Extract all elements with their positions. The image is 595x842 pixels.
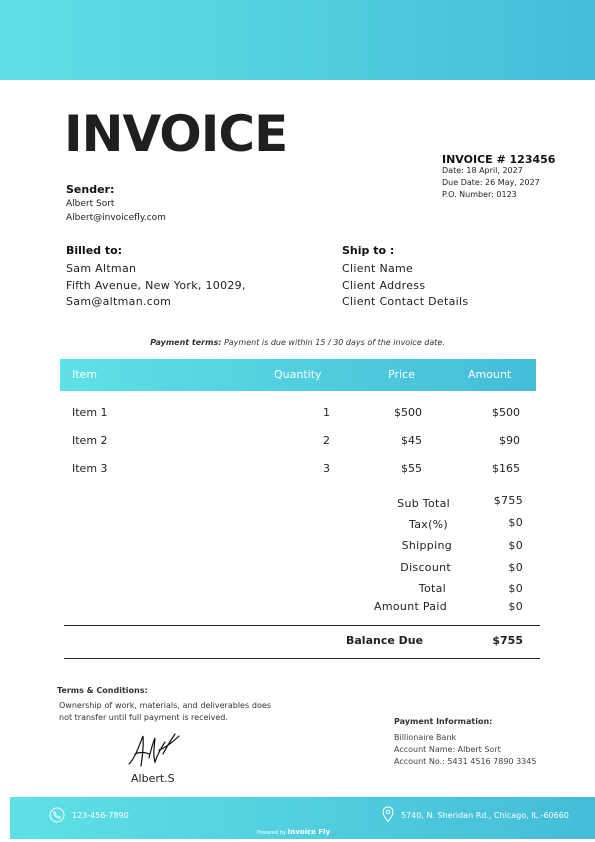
shipping-value: $0 xyxy=(508,539,523,552)
row-price: $500 xyxy=(394,406,422,419)
phone-icon xyxy=(49,807,65,823)
total-value: $0 xyxy=(508,582,523,595)
row-price: $55 xyxy=(401,462,422,475)
row-amount: $165 xyxy=(492,462,520,475)
header-band xyxy=(0,0,595,80)
po-number: P.O. Number: 0123 xyxy=(442,190,517,199)
discount-value: $0 xyxy=(508,561,523,574)
sub-total-label: Sub Total xyxy=(397,497,450,510)
header-quantity: Quantity xyxy=(274,368,322,381)
terms-text: Ownership of work, materials, and deliverables does not transfer until full payment is received. xyxy=(59,701,271,722)
ship-to-address: Client Address xyxy=(342,278,426,292)
signature-name: Albert.S xyxy=(131,772,175,785)
table-header xyxy=(60,359,536,391)
billed-to-label: Billed to: xyxy=(66,244,123,257)
document-title: INVOICE xyxy=(64,105,288,163)
payment-terms-label: Payment terms: xyxy=(150,338,222,347)
terms-label: Terms & Conditions: xyxy=(57,686,148,695)
row-item: Item 3 xyxy=(72,462,108,475)
billed-to-email: Sam@altman.com xyxy=(66,295,172,308)
ship-to-contact: Client Contact Details xyxy=(342,295,469,308)
row-price: $45 xyxy=(401,434,422,447)
sub-total-value: $755 xyxy=(493,494,523,507)
payment-bank: Billionaire Bank xyxy=(394,733,457,742)
amount-paid-label: Amount Paid xyxy=(374,600,447,613)
cart-icon: 🛒 xyxy=(331,830,338,836)
row-quantity: 1 xyxy=(323,406,330,419)
header-item: Item xyxy=(72,368,98,381)
table-row xyxy=(0,462,595,478)
sender-email: Albert@invoicefly.com xyxy=(66,213,166,223)
location-pin-icon xyxy=(382,806,394,823)
brand-name: Invoice Fly xyxy=(287,828,331,836)
payment-terms xyxy=(0,338,595,347)
powered-by-text: Powered by xyxy=(257,830,287,836)
discount-label: Discount xyxy=(400,561,451,574)
payment-info-label: Payment Information: xyxy=(394,717,493,726)
amount-paid-value: $0 xyxy=(508,600,523,613)
tax-label: Tax(%) xyxy=(409,518,448,531)
balance-due-label: Balance Due xyxy=(346,634,424,647)
divider-bottom xyxy=(64,658,540,659)
row-quantity: 2 xyxy=(323,434,330,447)
sender-label: Sender: xyxy=(66,183,115,196)
row-amount: $90 xyxy=(499,434,520,447)
footer-phone: 123-456-7890 xyxy=(72,811,129,820)
balance-due-value: $755 xyxy=(492,634,523,647)
ship-to-label: Ship to : xyxy=(342,244,395,257)
row-item: Item 1 xyxy=(72,406,108,419)
signature-image xyxy=(125,728,185,772)
invoice-number: INVOICE # 123456 xyxy=(442,153,556,166)
invoice-due-date: Due Date: 26 May, 2027 xyxy=(442,178,540,187)
powered-by xyxy=(0,828,595,836)
payment-account-name: Account Name: Albert Sort xyxy=(394,745,501,754)
divider-top xyxy=(64,625,540,626)
footer-address: 5740, N. Sheridan Rd., Chicago, IL -60660 xyxy=(401,811,569,820)
header-amount: Amount xyxy=(468,368,512,381)
billed-to-address: Fifth Avenue, New York, 10029, xyxy=(66,278,246,292)
billed-to-name: Sam Altman xyxy=(66,262,137,275)
table-row xyxy=(0,406,595,422)
table-row xyxy=(0,434,595,450)
invoice-date: Date: 18 April, 2027 xyxy=(442,166,523,175)
header-price: Price xyxy=(388,368,415,381)
shipping-label: Shipping xyxy=(401,539,452,552)
payment-terms-text: Payment is due within 15 / 30 days of the invoice date. xyxy=(223,338,445,347)
ship-to-name: Client Name xyxy=(342,262,414,275)
row-amount: $500 xyxy=(492,406,520,419)
sender-name: Albert Sort xyxy=(66,199,115,209)
total-label: Total xyxy=(418,582,446,595)
row-item: Item 2 xyxy=(72,434,108,447)
row-quantity: 3 xyxy=(323,462,330,475)
tax-value: $0 xyxy=(508,516,523,529)
payment-account-number: Account No.: 5431 4516 7890 3345 xyxy=(394,757,537,766)
